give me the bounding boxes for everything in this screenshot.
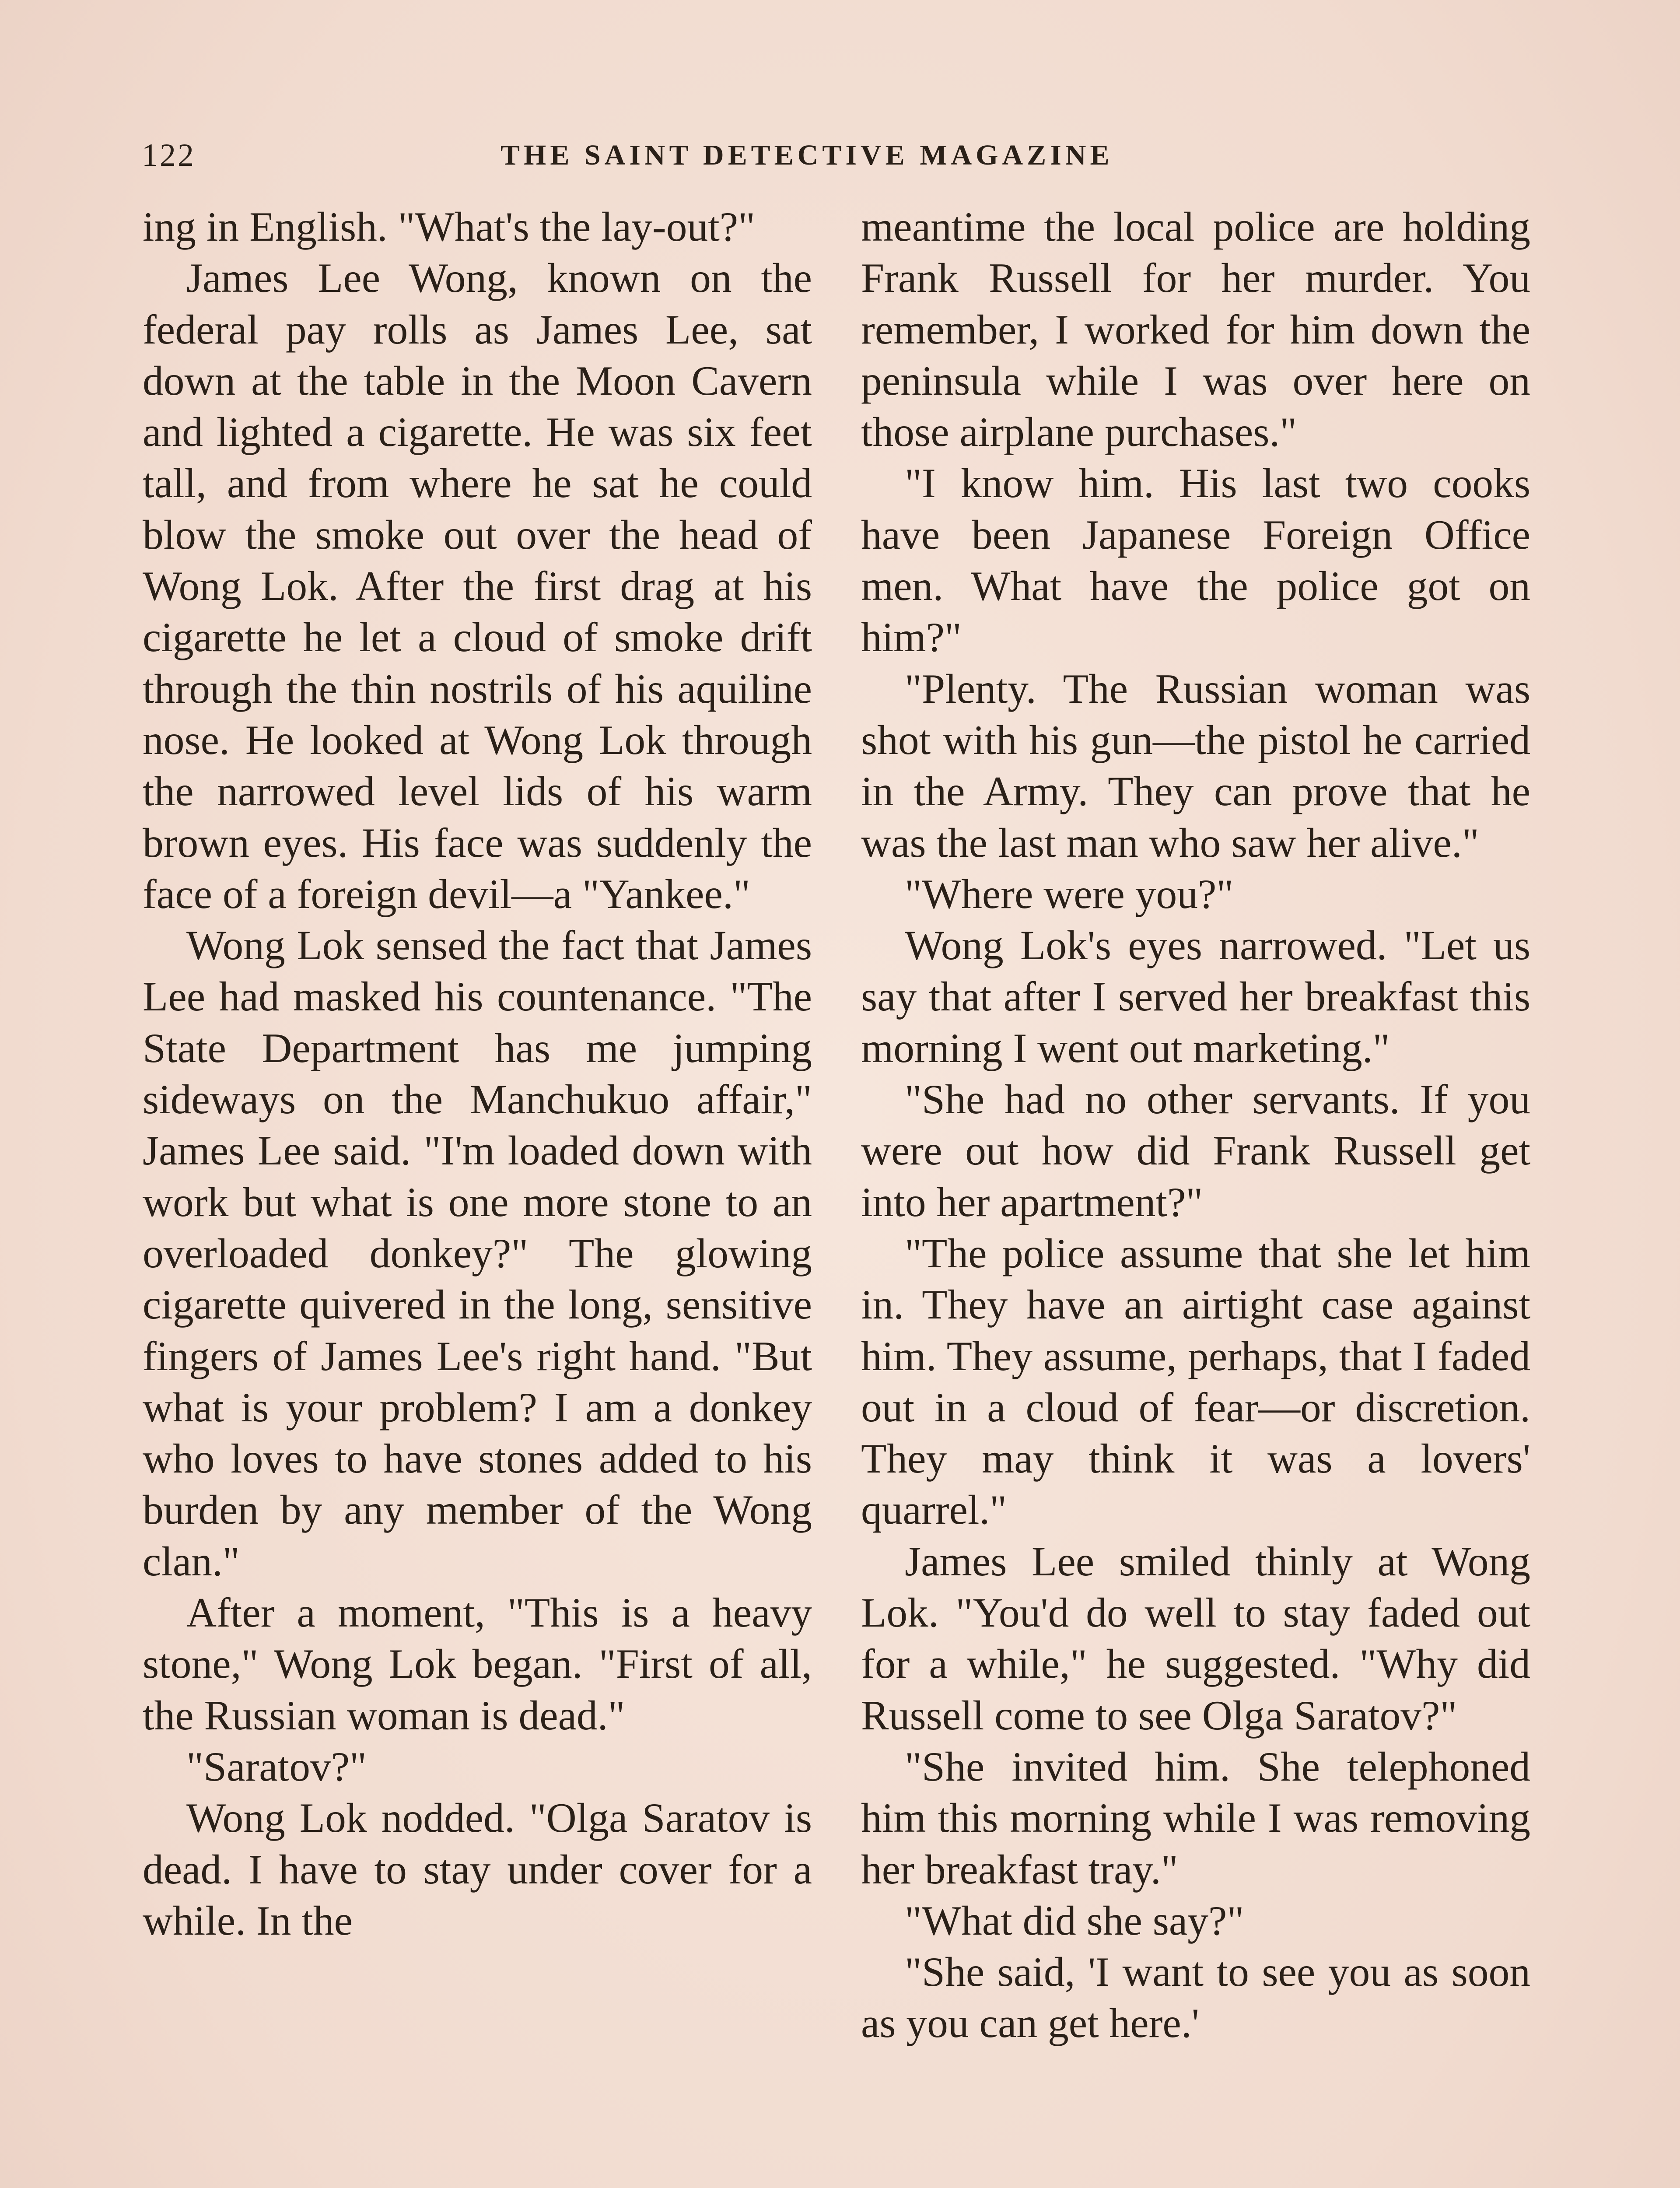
paragraph: After a moment, "This is a heavy stone," Wong Lok began. "First of all, the Russian woman is dead." <box>143 1589 812 1739</box>
paragraph: "What did she say?" <box>905 1897 1244 1944</box>
paragraph: ing in English. "What's the lay-out?" <box>143 203 756 250</box>
running-head: THE SAINT DETECTIVE MAGAZINE <box>500 139 1113 171</box>
left-column <box>143 201 812 1946</box>
paragraph: Wong Lok sensed the fact that James Lee had masked his countenance. "The State Department has me jumping sideways on the Manchukuo affair," James Lee said. "I'm loaded down with work but what is one more stone to an overloaded donkey?" The glowing cigarette quivered in the long, sensitive fingers of James Lee's right hand. "But what is your problem? I am a donkey who loves to have stones added to his burden by any member of the Wong clan." <box>143 922 812 1585</box>
paragraph: James Lee smiled thinly at Wong Lok. "You'd do well to stay faded out for a while," he suggested. "Why did Russell come to see Olga Saratov?" <box>861 1538 1530 1739</box>
paragraph: "She invited him. She telephoned him this morning while I was removing her breakfast tray." <box>861 1743 1530 1893</box>
paragraph: Wong Lok's eyes narrowed. "Let us say that after I served her breakfast this morning I went out marketing." <box>861 922 1530 1071</box>
paragraph: "She had no other servants. If you were out how did Frank Russell get into her apartment?" <box>861 1076 1530 1225</box>
paragraph: "The police assume that she let him in. They have an airtight case against him. They assume, perhaps, that I faded out in a cloud of fear—or discretion. They may think it was a lovers' quarrel." <box>861 1230 1530 1533</box>
paragraph: "Plenty. The Russian woman was shot with his gun—the pistol he carried in the Army. They can prove that he was the last man who saw her alive." <box>861 665 1530 866</box>
paragraph: "Where were you?" <box>905 870 1234 917</box>
page-number: 122 <box>142 137 196 173</box>
paragraph: meantime the local police are holding Frank Russell for her murder. You remember, I worked for him down the peninsula while I was over here on those airplane purchases." <box>861 203 1530 456</box>
page-header <box>142 131 1161 179</box>
paragraph: "I know him. His last two cooks have been Japanese Foreign Office men. What have the police got on him?" <box>861 460 1530 661</box>
paragraph: James Lee Wong, known on the federal pay rolls as James Lee, sat down at the table in the Moon Cavern and lighted a cigarette. He was six feet tall, and from where he sat he could blow the smoke out over the head of Wong Lok. After the first drag at his cigarette he let a cloud of smoke drift through the thin nostrils of his aquiline nose. He looked at Wong Lok through the narrowed level lids of his warm brown eyes. His face was suddenly the face of a foreign devil—a "Yankee." <box>143 255 812 917</box>
paragraph: "Saratov?" <box>186 1743 367 1790</box>
paragraph: "She said, 'I want to see you as soon as you can get here.' <box>861 1949 1530 2047</box>
paragraph: Wong Lok nodded. "Olga Saratov is dead. I have to stay under cover for a while. In the <box>143 1795 812 1944</box>
right-column <box>861 201 1530 2049</box>
